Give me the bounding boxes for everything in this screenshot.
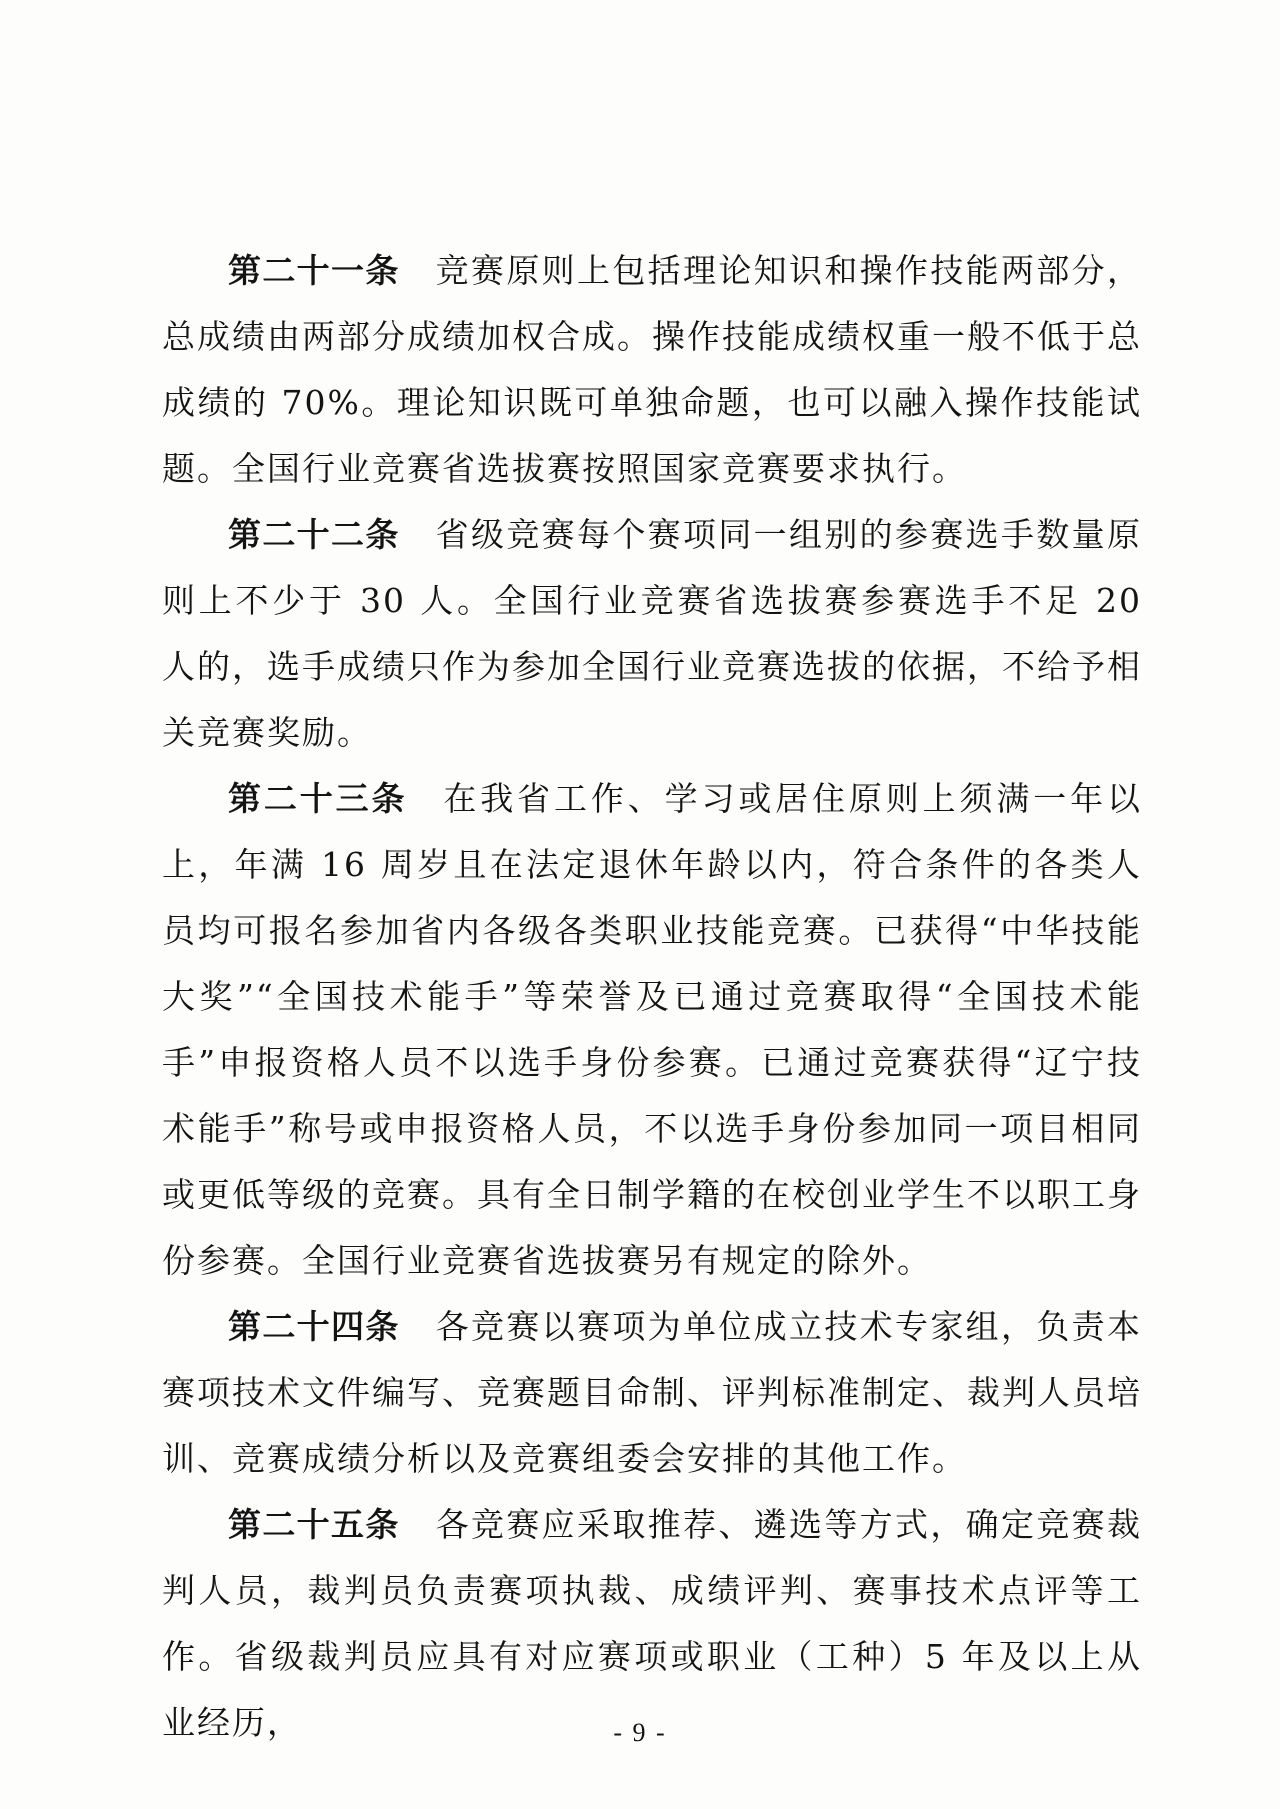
- article-title: 第二十二条: [228, 515, 400, 554]
- article-text: 各竞赛以赛项为单位成立技术专家组，负责本赛项技术文件编写、竞赛题目命制、评判标准制定、裁判人员培训、竞赛成绩分析以及竞赛组委会安排的其他工作。: [162, 1307, 1143, 1478]
- article-text: 在我省工作、学习或居住原则上须满一年以上，年满 16 周岁且在法定退休年龄以内，符合条件的各类人员均可报名参加省内各级各类职业技能竞赛。已获得“中华技能大奖”“全国技术能手”等荣誉及已通过竞赛取得“全国技术能手”申报资格人员不以选手身份参赛。已通过竞赛获得“辽宁技术能手”称号或申报资格人员，不以选手身份参加同一项目相同或更低等级的竞赛。具有全日制学籍的在校创业学生不以职工身份参赛。全国行业竞赛省选拔赛另有规定的除外。: [162, 779, 1143, 1280]
- article-25: [162, 1492, 1142, 1756]
- article-title: 第二十四条: [228, 1307, 400, 1346]
- article-text: 各竞赛应采取推荐、遴选等方式，确定竞赛裁判人员，裁判员负责赛项执裁、成绩评判、赛事技术点评等工作。省级裁判员应具有对应赛项或职业（工种）5 年及以上从业经历，: [162, 1505, 1143, 1742]
- page-number: - 9 -: [613, 1718, 667, 1747]
- article-text: 省级竞赛每个赛项同一组别的参赛选手数量原则上不少于 30 人。全国行业竞赛省选拔赛参赛选手不足 20 人的，选手成绩只作为参加全国行业竞赛选拔的依据，不给予相关竞赛奖励。: [162, 515, 1143, 752]
- article-21: [162, 238, 1142, 502]
- article-title: 第二十三条: [228, 779, 408, 818]
- article-title: 第二十五条: [228, 1505, 400, 1544]
- document-body: [162, 238, 1142, 1756]
- article-title: 第二十一条: [228, 251, 400, 290]
- article-24: [162, 1294, 1142, 1492]
- article-22: [162, 502, 1142, 766]
- article-23: [162, 766, 1142, 1294]
- article-text: 竞赛原则上包括理论知识和操作技能两部分，总成绩由两部分成绩加权合成。操作技能成绩权重一般不低于总成绩的 70%。理论知识既可单独命题，也可以融入操作技能试题。全国行业竞赛省选拔赛按照国家竞赛要求执行。: [162, 251, 1143, 488]
